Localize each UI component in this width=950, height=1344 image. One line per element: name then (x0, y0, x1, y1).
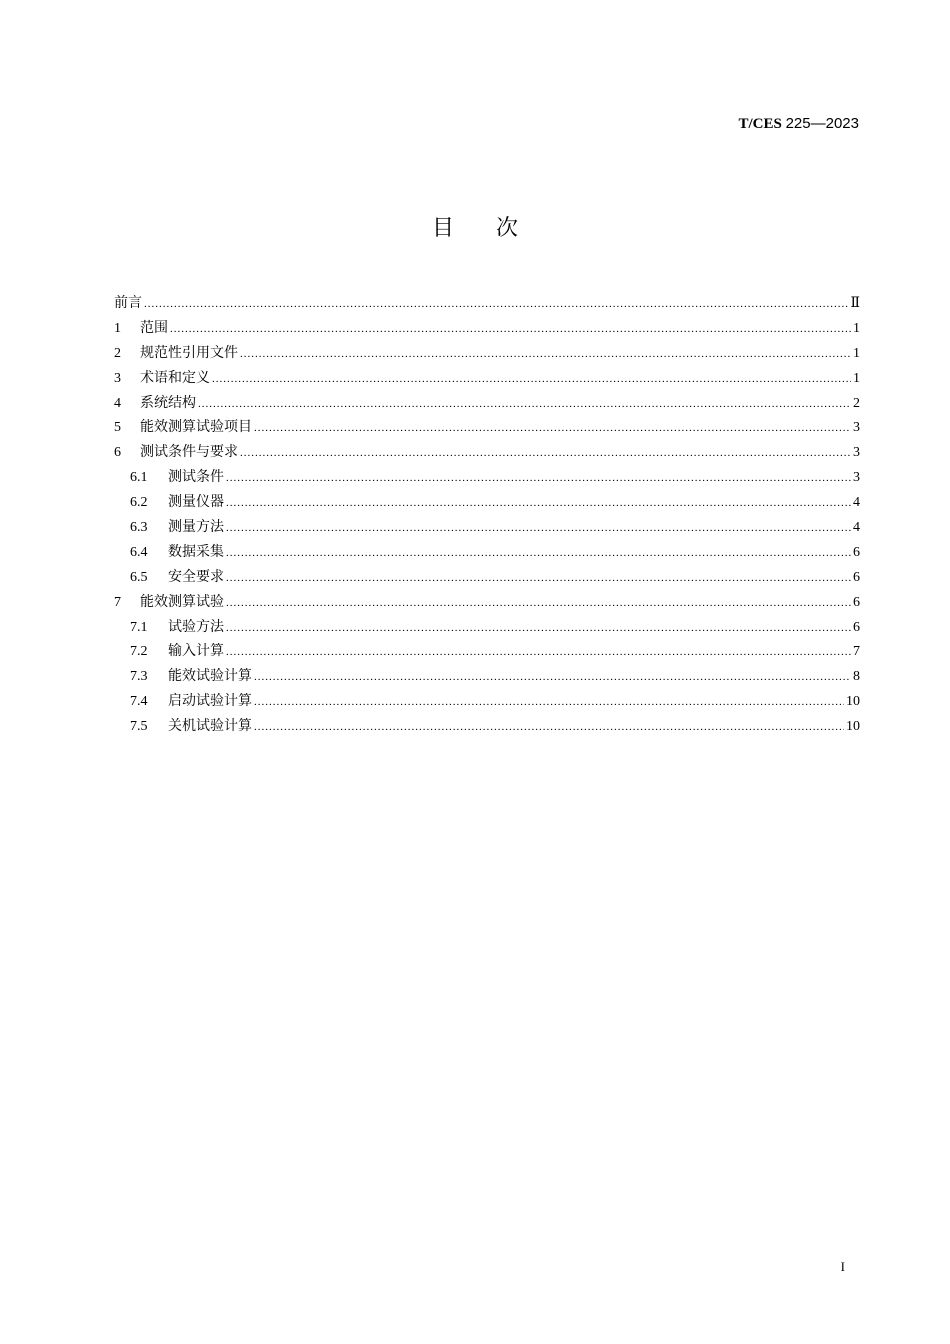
toc-entry-label: 关机试验计算 (168, 718, 252, 735)
toc-entry-page: 1 (853, 320, 860, 336)
toc-dot-leader (254, 416, 851, 441)
toc-entry-label: 能效测算试验 (140, 593, 224, 610)
toc-entry-number: 6.1 (130, 470, 148, 486)
toc-entry-label: 规范性引用文件 (140, 344, 238, 361)
toc-entry-number: 6.3 (130, 520, 148, 536)
toc-entry-label: 测试条件 (168, 469, 224, 486)
toc-entry-page: 4 (853, 495, 860, 511)
toc-dot-leader (254, 715, 844, 740)
toc-entry-page: 1 (853, 345, 860, 361)
toc-entry[interactable] (114, 465, 860, 490)
toc-dot-leader (144, 292, 848, 317)
toc-entry[interactable] (114, 590, 860, 615)
toc-entry[interactable] (114, 391, 860, 416)
toc-entry-page: 7 (853, 644, 860, 660)
toc-entry-label: 数据采集 (168, 543, 224, 560)
toc-entry[interactable] (114, 316, 860, 341)
toc-entry-label: 系统结构 (140, 394, 196, 411)
toc-entry[interactable] (114, 714, 860, 739)
toc-entry-page: 3 (853, 445, 860, 461)
toc-entry-number: 6.5 (130, 569, 148, 585)
toc-entry-number: 7.2 (130, 644, 148, 660)
toc-dot-leader (240, 441, 851, 466)
toc-entry-number: 4 (114, 395, 121, 411)
toc-entry[interactable] (114, 415, 860, 440)
toc-entry[interactable] (114, 565, 860, 590)
standard-code-prefix: T/CES (738, 116, 782, 132)
toc-entry[interactable] (114, 689, 860, 714)
toc-dot-leader (226, 491, 851, 516)
standard-code-number: 225—2023 (785, 115, 859, 132)
toc-dot-leader (254, 665, 851, 690)
toc-dot-leader (198, 392, 851, 417)
toc-entry[interactable] (114, 366, 860, 391)
toc-entry-label: 测量仪器 (168, 494, 224, 511)
toc-dot-leader (226, 640, 851, 665)
toc-entry-page: 8 (853, 669, 860, 685)
toc-dot-leader (226, 466, 851, 491)
toc-entry-label: 能效试验计算 (168, 668, 252, 685)
toc-entry-label: 测试条件与要求 (140, 444, 238, 461)
toc-entry-page: 6 (853, 594, 860, 610)
toc-entry-number: 6.2 (130, 495, 148, 511)
toc-dot-leader (226, 616, 851, 641)
toc-dot-leader (226, 591, 851, 616)
toc-entry-page: 6 (853, 619, 860, 635)
toc-entry[interactable] (114, 341, 860, 366)
toc-entry-number: 6 (114, 445, 121, 461)
toc-entry-label: 术语和定义 (140, 369, 210, 386)
toc-entry-page: 6 (853, 544, 860, 560)
toc-entry[interactable] (114, 615, 860, 640)
toc-entry-page: 1 (853, 370, 860, 386)
toc-dot-leader (170, 317, 851, 342)
toc-entry-label: 范围 (140, 319, 168, 336)
toc-entry-number: 7.5 (130, 719, 148, 735)
toc-entry-label: 输入计算 (168, 643, 224, 660)
toc-entry-number: 2 (114, 345, 121, 361)
toc-entry-page: 10 (846, 694, 860, 710)
toc-entry-page: 2 (853, 395, 860, 411)
toc-entry-page: 3 (853, 470, 860, 486)
toc-entry-label: 试验方法 (168, 618, 224, 635)
toc-entry-page: 10 (846, 719, 860, 735)
toc-entry-number: 3 (114, 370, 121, 386)
toc-entry[interactable] (114, 291, 860, 316)
toc-dot-leader (226, 566, 851, 591)
toc-entry-label: 安全要求 (168, 568, 224, 585)
toc-entry[interactable] (114, 664, 860, 689)
toc-dot-leader (240, 342, 851, 367)
toc-entry-label: 前言 (114, 295, 142, 311)
toc-entry[interactable] (114, 639, 860, 664)
toc-entry-label: 能效测算试验项目 (140, 419, 252, 436)
toc-dot-leader (226, 516, 851, 541)
toc-entry-number: 5 (114, 420, 121, 436)
toc-entry-page: 3 (853, 420, 860, 436)
toc-entry[interactable] (114, 515, 860, 540)
toc-dot-leader (212, 367, 851, 392)
toc-entry-number: 7 (114, 594, 121, 610)
toc-entry-number: 1 (114, 320, 121, 336)
toc-dot-leader (254, 690, 844, 715)
toc-entry[interactable] (114, 490, 860, 515)
toc-entry-label: 测量方法 (168, 519, 224, 536)
page-title: 目次 (431, 216, 560, 241)
toc-dot-leader (226, 541, 851, 566)
toc-entry-number: 6.4 (130, 544, 148, 560)
toc-entry-label: 启动试验计算 (168, 693, 252, 710)
toc-entry-page: 6 (853, 569, 860, 585)
standard-code (738, 114, 859, 134)
toc-entry-page: Ⅱ (850, 296, 860, 311)
toc-entry[interactable] (114, 440, 860, 465)
table-of-contents (114, 291, 860, 739)
toc-entry-number: 7.4 (130, 694, 148, 710)
page-number: I (840, 1259, 845, 1274)
toc-entry-number: 7.1 (130, 619, 148, 635)
toc-entry[interactable] (114, 540, 860, 565)
toc-entry-number: 7.3 (130, 669, 148, 685)
toc-entry-page: 4 (853, 520, 860, 536)
